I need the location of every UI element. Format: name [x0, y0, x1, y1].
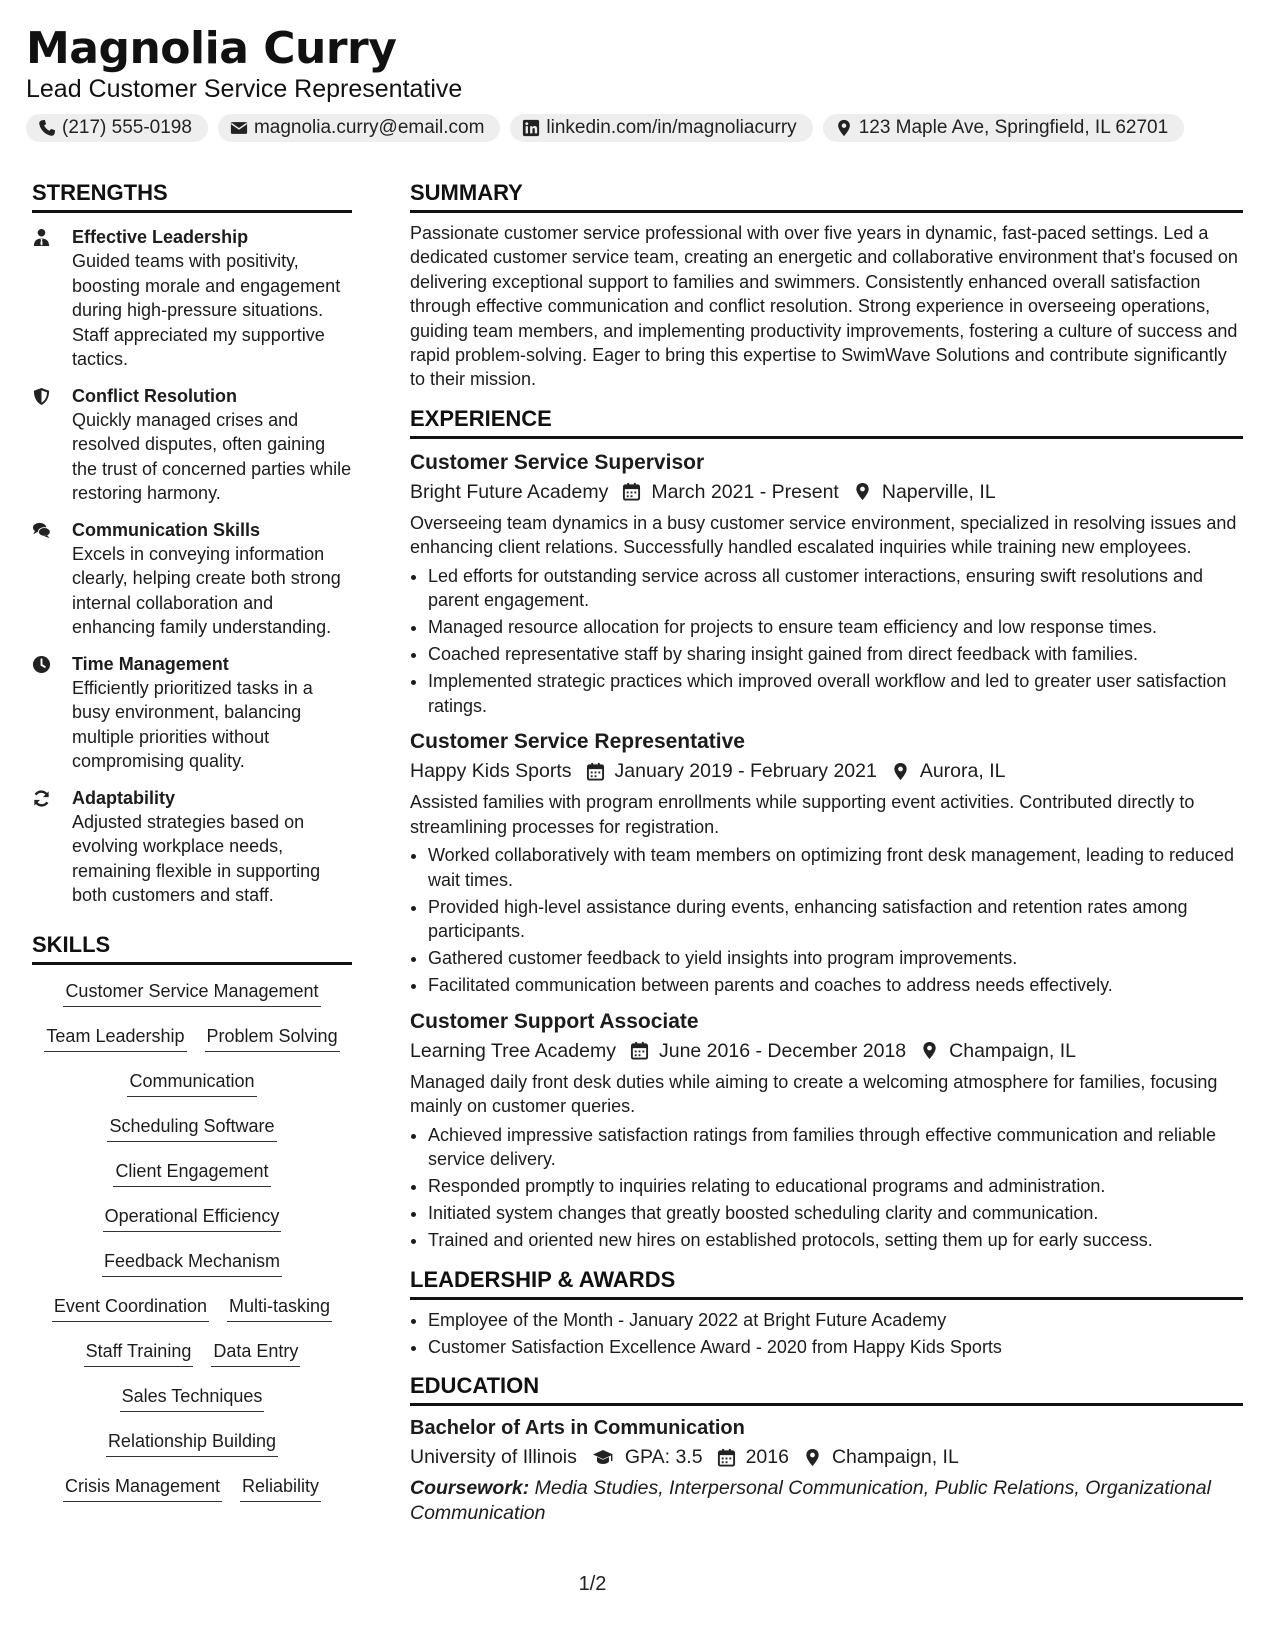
job-description: Overseeing team dynamics in a busy customer service environment, specialized in resolving issues and enhancing client relations. Successfully handled escalated inquiries while training new employees.: [410, 512, 1237, 558]
skills-heading: SKILLS: [32, 930, 352, 965]
degree-title: Bachelor of Arts in Communication: [410, 1417, 745, 1440]
graduation-year: 2016: [745, 1446, 789, 1469]
map-marker-icon: [920, 1041, 939, 1060]
experience-heading: EXPERIENCE: [410, 404, 1243, 439]
job-bullet: • Initiated system changes that greatly boosted scheduling clarity and communication.: [428, 1201, 1243, 1226]
strengths-list: [32, 225, 352, 908]
job-description: Managed daily front desk duties while aiming to create a welcoming atmosphere for families, focusing mainly on customer queries.: [410, 1071, 1218, 1117]
job-title: Customer Service Supervisor: [410, 450, 705, 474]
job-entry: [410, 728, 1243, 998]
strengths-heading: STRENGTHS: [32, 178, 352, 213]
map-marker-icon: [891, 762, 910, 781]
shield-icon: [32, 387, 51, 406]
award-item: • Customer Satisfaction Excellence Award - 2020 from Happy Kids Sports: [428, 1335, 1243, 1360]
skill-tag: Event Coordination: [52, 1294, 209, 1322]
job-bullet: • Worked collaboratively with team members on optimizing front desk management, leading to reduced wait times.: [428, 843, 1243, 892]
envelope-icon: [230, 119, 248, 137]
job-bullet: • Trained and oriented new hires on established protocols, setting them up for early success.: [428, 1228, 1243, 1253]
job-location: Naperville, IL: [881, 480, 996, 503]
strength-item: [32, 518, 352, 640]
job-location: Champaign, IL: [949, 1039, 1076, 1062]
strength-item: [32, 652, 352, 774]
user-tie-icon: [32, 228, 51, 247]
page-number: 1/2: [578, 1573, 607, 1595]
coursework-label: Coursework:: [410, 1477, 530, 1500]
strength-title: Adaptability: [72, 787, 176, 808]
map-marker-icon: [853, 482, 872, 501]
job-bullets: [410, 564, 1243, 719]
job-bullet: • Coached representative staff by sharing insight gained from direct feedback with families.: [428, 642, 1243, 667]
job-company: Learning Tree Academy: [410, 1039, 616, 1062]
skill-tag: Problem Solving: [205, 1024, 340, 1052]
job-description: Assisted families with program enrollments while supporting event activities. Contributed directly to streamlining processes for registration.: [410, 792, 1195, 837]
job-dates: March 2021 - Present: [651, 480, 839, 503]
job-entry: [410, 1008, 1243, 1253]
school-location: Champaign, IL: [831, 1446, 959, 1469]
phone-icon: [38, 119, 56, 137]
education-meta: [410, 1442, 1243, 1472]
job-meta: [410, 756, 1243, 786]
job-meta: [410, 477, 1243, 507]
job-bullet: • Led efforts for outstanding service across all customer interactions, ensuring swift resolutions and parent engagement.: [428, 564, 1243, 613]
candidate-name: Magnolia Curry: [26, 23, 397, 74]
award-item: • Employee of the Month - January 2022 at Bright Future Academy: [428, 1308, 1243, 1333]
address-contact: [823, 114, 1185, 142]
phone-contact[interactable]: [26, 114, 208, 142]
clock-icon: [32, 655, 51, 674]
strength-desc: Quickly managed crises and resolved disputes, often gaining the trust of concerned parties while restoring harmony.: [72, 409, 352, 503]
coursework: [410, 1476, 1243, 1526]
linkedin-text: linkedin.com/in/magnoliacurry: [546, 117, 797, 138]
strength-desc: Excels in conveying information clearly, helping create both strong internal collaboration and enhancing family understanding.: [72, 543, 341, 637]
skill-tag: Customer Service Management: [63, 979, 320, 1007]
skill-tag: Multi-tasking: [227, 1294, 332, 1322]
job-bullet: • Facilitated communication between parents and coaches to address needs effectively.: [428, 973, 1243, 998]
strength-item: [32, 225, 352, 372]
phone-text: (217) 555-0198: [62, 117, 192, 138]
comments-icon: [32, 521, 51, 540]
email-text: magnolia.curry@email.com: [253, 117, 485, 138]
sync-icon: [32, 789, 51, 808]
strength-desc: Efficiently prioritized tasks in a busy environment, balancing multiple priorities without compromising quality.: [72, 677, 313, 771]
job-title: Customer Support Associate: [410, 1009, 699, 1033]
skill-tag: Staff Training: [84, 1339, 194, 1367]
strength-desc: Adjusted strategies based on evolving workplace needs, remaining flexible in supporting both customers and staff.: [72, 811, 321, 905]
strength-item: [32, 786, 352, 908]
job-bullets: [410, 1123, 1243, 1253]
linkedin-icon: [522, 119, 540, 137]
strength-item: [32, 384, 352, 506]
left-column: [32, 178, 352, 1519]
map-marker-icon: [835, 119, 853, 137]
summary-heading: SUMMARY: [410, 178, 1243, 213]
job-bullets: [410, 843, 1243, 998]
job-bullet: • Managed resource allocation for projects to ensure team efficiency and low response times.: [428, 615, 1243, 640]
strength-desc: Guided teams with positivity, boosting morale and engagement during high-pressure situations. Staff appreciated my supportive tactics.: [72, 251, 341, 369]
job-bullet: • Responded promptly to inquiries relating to educational programs and administration.: [428, 1174, 1243, 1199]
summary-text: Passionate customer service professional with over five years in dynamic, fast-paced settings. Led a dedicated customer service team, creating an energetic and collaborative environment that's focused on delivering exceptional support to families and swimmers. Consistently enhanced overall satisfaction through effective communication and conflict resolution. Strong experience in overseeing operations, guiding team members, and implementing productivity improvements, fostering a culture of success and rapid problem-solving. Eager to bring this expertise to SwimWave Solutions and contribute significantly to their mission.: [410, 223, 1238, 390]
job-bullet: • Implemented strategic practices which improved overall workflow and led to greater user satisfaction ratings.: [428, 669, 1243, 718]
job-dates: January 2019 - February 2021: [614, 760, 877, 783]
strength-title: Conflict Resolution: [72, 385, 237, 406]
map-marker-icon: [803, 1448, 822, 1467]
skill-tag: Crisis Management: [63, 1474, 222, 1502]
job-location: Aurora, IL: [919, 760, 1006, 783]
resume-header: [26, 22, 1249, 142]
graduation-cap-icon: [591, 1447, 615, 1467]
skill-tag: Scheduling Software: [107, 1114, 276, 1142]
contact-bar: [26, 114, 1249, 142]
skill-tag: Team Leadership: [44, 1024, 186, 1052]
coursework-text: Media Studies, Interpersonal Communication, Public Relations, Organizational Communication: [410, 1477, 1211, 1525]
calendar-icon: [586, 762, 605, 781]
awards-list: [410, 1308, 1243, 1360]
job-entry: [410, 449, 1243, 719]
awards-heading: LEADERSHIP & AWARDS: [410, 1265, 1243, 1300]
calendar-icon: [622, 482, 641, 501]
skill-tag: Sales Techniques: [120, 1384, 265, 1412]
skill-tag: Reliability: [240, 1474, 321, 1502]
skill-tag: Feedback Mechanism: [102, 1249, 282, 1277]
job-company: Happy Kids Sports: [410, 760, 572, 783]
job-bullet: • Achieved impressive satisfaction ratings from families through effective communication and reliable service delivery.: [428, 1123, 1243, 1172]
job-bullet: • Provided high-level assistance during events, enhancing satisfaction and retention rates among participants.: [428, 895, 1243, 944]
calendar-icon: [717, 1448, 736, 1467]
gpa-text: GPA: 3.5: [624, 1446, 703, 1469]
job-dates: June 2016 - December 2018: [658, 1039, 907, 1062]
strength-title: Time Management: [72, 653, 229, 674]
right-column: [410, 178, 1243, 1526]
skill-tag: Relationship Building: [106, 1429, 278, 1457]
skill-tag: Data Entry: [211, 1339, 300, 1367]
skills-list: [32, 979, 352, 1519]
skill-tag: Operational Efficiency: [103, 1204, 282, 1232]
job-company: Bright Future Academy: [410, 480, 609, 503]
job-meta: [410, 1036, 1243, 1066]
school-name: University of Illinois: [410, 1446, 577, 1469]
email-contact[interactable]: [218, 114, 500, 142]
calendar-icon: [630, 1041, 649, 1060]
job-bullet: • Gathered customer feedback to yield insights into program improvements.: [428, 946, 1243, 971]
address-text: 123 Maple Ave, Springfield, IL 62701: [858, 117, 1169, 138]
linkedin-contact[interactable]: [510, 114, 812, 142]
skill-tag: Client Engagement: [113, 1159, 270, 1187]
strength-title: Effective Leadership: [72, 227, 249, 247]
candidate-title: Lead Customer Service Representative: [26, 75, 463, 103]
education-heading: EDUCATION: [410, 1371, 1243, 1406]
job-title: Customer Service Representative: [410, 730, 745, 754]
skill-tag: Communication: [127, 1069, 256, 1097]
strength-title: Communication Skills: [72, 519, 261, 540]
